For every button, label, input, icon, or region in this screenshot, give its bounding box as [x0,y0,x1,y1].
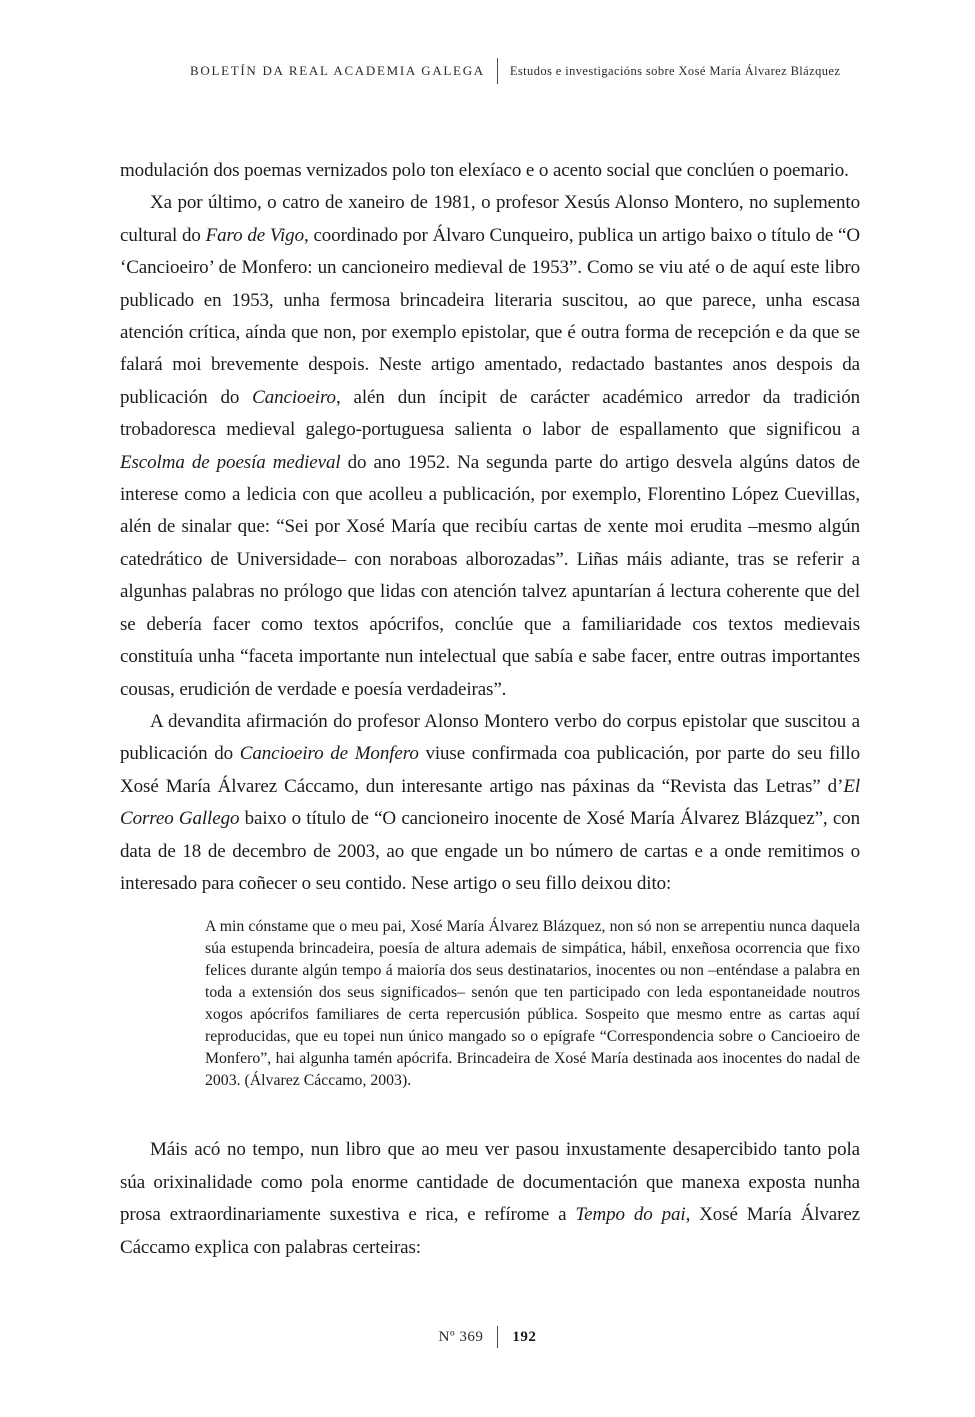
body-paragraph [120,1134,860,1264]
journal-title: BOLETÍN DA REAL ACADEMIA GALEGA [190,63,485,78]
page-number: 192 [512,1328,537,1345]
work-title-italic: Cancioeiro de Monfero [239,743,419,765]
text-run: Xa por último, o catro de xaneiro de 1981, o profesor Xesús Alonso Montero, no suplemento cultural do [120,192,860,246]
footer-divider [497,1326,498,1348]
text-run: , coordinado por Álvaro Cunqueiro, publica un artigo baixo o título de “O ‘Cancioeiro’ de Monfero: un cancioneiro medieval de 1953”. Como se viu até o de aquí este libro publicado en 1953, unha fermosa brincadeira literaria suscitou, ao que parece, unha escasa atención crítica, aínda que non, por exemplo epistolar, que é outra forma de recepción e da que se falará moi brevemente despois. Neste artigo amentado, redactado bastantes anos despois da publicación do [120,224,860,408]
work-title-italic: Tempo do pai [575,1204,686,1226]
page-body [120,155,860,1264]
text-run: A devandita afirmación do profesor Alonso Montero verbo do corpus epistolar que suscitou a publicación do [120,710,860,765]
text-run: modulación dos poemas vernizados polo ton elexíaco e o acento social que conclúen o poemario. [120,160,849,181]
body-paragraph [120,706,860,900]
work-title-italic: Faro de Vigo [205,224,304,246]
page-header [0,58,975,84]
body-paragraph [120,155,860,187]
page-footer [0,1326,975,1348]
text-run: , alén dun íncipit de carácter académico arredor da tradición trobadoresca medieval galego-portuguesa salienta o labor de espallamento que significou a [120,386,860,441]
work-title-italic: Escolma de poesía medieval [120,451,341,473]
header-divider [497,58,498,84]
text-run: do ano 1952. Na segunda parte do artigo desvela algúns datos de interese como a ledicia con que acolleu a publicación, por exemplo, Florentino López Cuevillas, alén de sinalar que: “Sei por Xosé María que recibíu cartas de xente moi erudita –mesmo algún catedrático de Universidade– con noraboas alborozadas”. Liñas máis adiante, tras se referir a algunhas palabras no prólogo que lidas con atención talvez apuntarían á lectura coherente que del se debería facer como textos apócrifos, conclúe que a familiaridade cos textos medievais constituía unha “faceta importante nun intelectual que sabía e sabe facer, entre outras importantes cousas, erudición de verdade e poesía verdadeiras”. [120,451,861,700]
text-run: , Xosé María Álvarez Cáccamo explica con palabras certeiras: [120,1204,860,1258]
issue-number: Nº 369 [438,1328,484,1345]
work-title-italic: El Correo Gallego [120,775,860,830]
text-run: A min cónstame que o meu pai, Xosé María Álvarez Blázquez, non só non se arrepentiu nunca daquela súa estupenda brincadeira, poesía de altura ademais de simpática, hábil, enxeñosa ocorrencia que fixo felices durante algún tempo á maioría dos seus destinatarios, inocentes ou non –enténdase a palabra en toda a extensión dos seus significados– senón que ten participado con leda espontaneidade noutros xogos apócrifos familiares de certa repercusión pública. Sospeito que mesmo entre as cartas aquí reproducidas, que eu topei nun único mangado so o epígrafe “Correspondencia sobre o Cancioeiro de Monfero”, hai algunha tamén apócrifa. Brincadeira de Xosé María destinada aos inocentes do nadal de 2003. (Álvarez Cáccamo, 2003). [205,918,860,1090]
block-quote [205,916,860,1092]
body-paragraph [120,187,860,706]
article-section-title: Estudos e investigacións sobre Xosé María Álvarez Blázquez [509,63,841,78]
text-run: Máis acó no tempo, nun libro que ao meu ver pasou inxustamente desapercibido tanto pola súa orixinalidade como pola enorme cantidade de documentación que manexa exposta nunha prosa extraordinariamente suxestiva e rica, e refírome a [120,1139,860,1226]
text-run: baixo o título de “O cancioneiro inocente de Xosé María Álvarez Blázquez”, con data de 18 de decembro de 2003, ao que engade un bo número de cartas e a onde remitimos o interesado para coñecer o seu contido. Nese artigo o seu fillo deixou dito: [120,808,860,894]
work-title-italic: Cancioeiro [252,386,336,408]
text-run: viuse confirmada coa publicación, por parte do seu fillo Xosé María Álvarez Cáccamo, dun interesante artigo nas páxinas da “Revista das Letras” d’ [120,743,860,797]
